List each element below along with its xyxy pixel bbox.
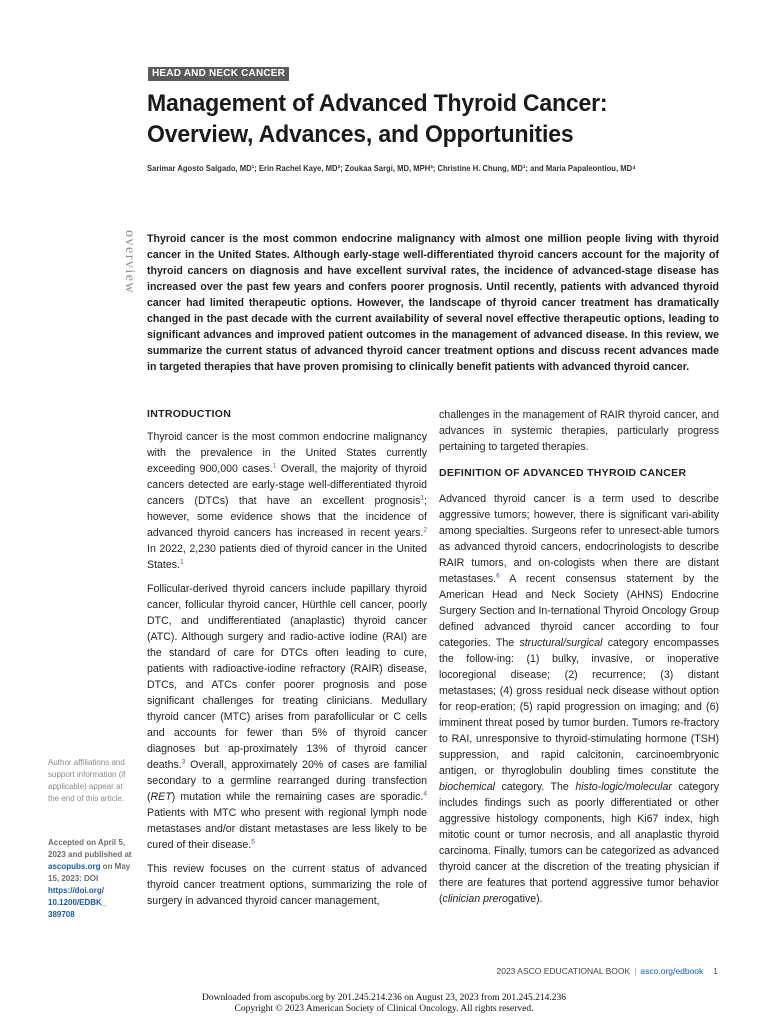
column-right — [439, 407, 719, 915]
text-run: category includes findings such as poorly differentiated or other aggressive histology components, high Ki67 index, high mitotic count or tumor necrosis, and all anaplastic thyroid carcinoma. Finally, tumors can be categorized as advanced thyroid cancer at the discretion of the treating physician if there are features that portend aggressive tumor behavior ( — [439, 781, 720, 905]
text-run: ; however, some evidence shows that the incidence of advanced thyroid cancers has increased in recent years. — [147, 495, 427, 539]
page-number: 1 — [713, 966, 718, 976]
column-left — [147, 429, 427, 917]
text-run: category. The — [494, 781, 576, 793]
article-title: Management of Advanced Thyroid Cancer: Overview, Advances, and Opportunities — [147, 90, 608, 148]
reference-link[interactable]: 6 — [496, 572, 500, 580]
text-run: Advanced thyroid cancer is a term used to describe aggressive tumors; however, there is significant vari-ability among specialties. Surgeons refer to unresect-able tumors as advanced thyroid cancers, endocrinologists to describe RAIR tumors, and on-cologists when there are distant metastases. — [439, 493, 719, 585]
download-notice — [0, 993, 768, 1015]
copyright-line: Copyright © 2023 American Society of Clinical Oncology. All rights reserved. — [234, 1004, 534, 1014]
intro-paragraph-3: This review focuses on the current status of advanced thyroid cancer treatment options, summarizing the role of surgery in advanced thyroid cancer management, — [147, 863, 427, 907]
author-affiliation-note: Author affiliations and support information (if applicable) appear at the end of this article. — [48, 758, 126, 803]
acceptance-info — [48, 837, 134, 921]
reference-link[interactable]: 2 — [423, 526, 427, 534]
download-line: Downloaded from ascopubs.org by 201.245.214.236 on August 23, 2023 from 201.245.214.236 — [202, 993, 566, 1003]
category-term: histo-logic/molecular — [575, 781, 672, 793]
text-run: category encompasses the follow-ing: (1) bulky, invasive, or inoperative locoregional disease; (2) recurrence; (3) distant metastases; (4) gross residual neck disease without option for reop-eration; (5) rapid progression on imaging; and (6) imminent threat posed by tumor burden. Tumors re-fractory to RAI, unresponsive to thyroid-stimulating hormone (TSH) suppression, and rapid calcitonin, carcinoembryonic antigen, or thyroglobulin doubling times constitute the — [439, 637, 719, 777]
category-term: structural/surgical — [519, 637, 603, 649]
text-run: gative). — [507, 893, 543, 905]
text-run: Thyroid cancer is the most common endocrine malignancy with the prevalence in the United States currently exceeding 900,000 cases. — [147, 431, 427, 475]
introduction-heading: INTRODUCTION — [147, 408, 232, 420]
text-run: on May 15, 2023: DOI — [48, 862, 131, 883]
text-run: Follicular-derived thyroid cancers include papillary thyroid cancer, follicular thyroid cancer, Hürthle cell cancer, poorly DTC, and undifferentiated (anaplastic) thyroid cancer (ATC). Although surgery and radio-active iodine (RAI) are the standard of care for DTCs often leading to cure, patients with radioactive-iodine refractory (RAIR) disease, DTCs, and ATCs confer poorer prognosis and pose significant challenges for treating clinicians. Medullary thyroid cancer (MTC) arises from parafollicular or C cells and accounts for fewer than 5% of thyroid cancer diagnoses but ap-proximately 13% of thyroid cancer deaths. — [147, 583, 427, 771]
category-term: biochemical — [439, 781, 495, 793]
definition-paragraph — [439, 491, 719, 907]
reference-link[interactable]: 3 — [181, 758, 186, 766]
category-term: clinician prero — [442, 893, 508, 905]
page-footer — [497, 966, 719, 976]
definition-heading: DEFINITION OF ADVANCED THYROID CANCER — [439, 467, 687, 479]
reference-link[interactable]: 1 — [420, 494, 425, 502]
intro-paragraph-1 — [147, 429, 427, 573]
abstract: Thyroid cancer is the most common endocrine malignancy with almost one million people living with thyroid cancer in the United States. Although early-stage well-differentiated thyroid cancers account for the majority of thyroid cancers on diagnosis and have excellent survival rates, the incidence of advanced-stage disease has increased over the past few years and confers poorer prognosis. Until recently, patients with advanced thyroid cancer had limited therapeutic options. However, the landscape of thyroid cancer treatment has dramatically changed in the past decade with the current availability of several novel effective therapeutic options, leading to significant advances and improved patient outcomes in the management of advanced disease. In this review, we summarize the current status of advanced thyroid cancer treatment options and discuss recent advances made in targeted therapies that have proven promising to clinically benefit patients with advanced thyroid cancer. — [147, 233, 719, 373]
gene-name: RET — [150, 791, 172, 803]
book-title: 2023 ASCO EDUCATIONAL BOOK — [496, 966, 631, 976]
reference-link[interactable]: 1 — [272, 462, 277, 470]
edbook-link[interactable]: asco.org/edbook — [640, 966, 704, 976]
text-run: Patients with MTC who present with regional lymph node metastases and/or distant metastases are less likely to be cured of their disease. — [147, 807, 427, 851]
text-run: A recent consensus statement by the American Head and Neck Society (AHNS) Endocrine Surgery Section and In-ternational Thyroid Oncology Group defined advanced thyroid cancer according to four categories. The — [439, 573, 719, 649]
text-run: Accepted on April 5, 2023 and published at — [48, 838, 132, 859]
reference-link[interactable]: 5 — [251, 838, 255, 846]
text-run: In 2022, 2,230 patients died of thyroid cancer in the United States. — [147, 543, 427, 571]
category-badge: HEAD AND NECK CANCER — [148, 67, 289, 81]
site-link[interactable]: ascopubs.org — [48, 862, 101, 871]
author-list: Sarimar Agosto Salgado, MD¹; Erin Rachel Kaye, MD²; Zoukaa Sargi, MD, MPH³; Christine H. Chung, MD¹; and Maria Papaleontiou, MD⁴ — [147, 163, 636, 173]
reference-link[interactable]: 1 — [179, 558, 184, 566]
text-run: Overall, the majority of thyroid cancers detected are early-stage well-differentiated thyroid cancers (DTCs) that have an excellent prognosis — [147, 463, 427, 507]
intro-paragraph-2 — [147, 581, 427, 853]
doi-link[interactable]: https://doi.org/ 10.1200/EDBK_ 389708 — [48, 886, 107, 919]
text-run: ) mutation while the remaining cases are sporadic. — [171, 791, 424, 803]
reference-link[interactable]: 4 — [423, 790, 427, 798]
section-side-label: overview — [122, 230, 137, 295]
text-run: Overall, approximately 20% of cases are familial secondary to a germline rearranged during transfection ( — [147, 759, 427, 803]
intro-paragraph-3-continued: challenges in the management of RAIR thyroid cancer, and advances in systemic therapies, particularly progress pertaining to targeted therapies. — [439, 409, 719, 453]
separator: | — [634, 966, 637, 976]
